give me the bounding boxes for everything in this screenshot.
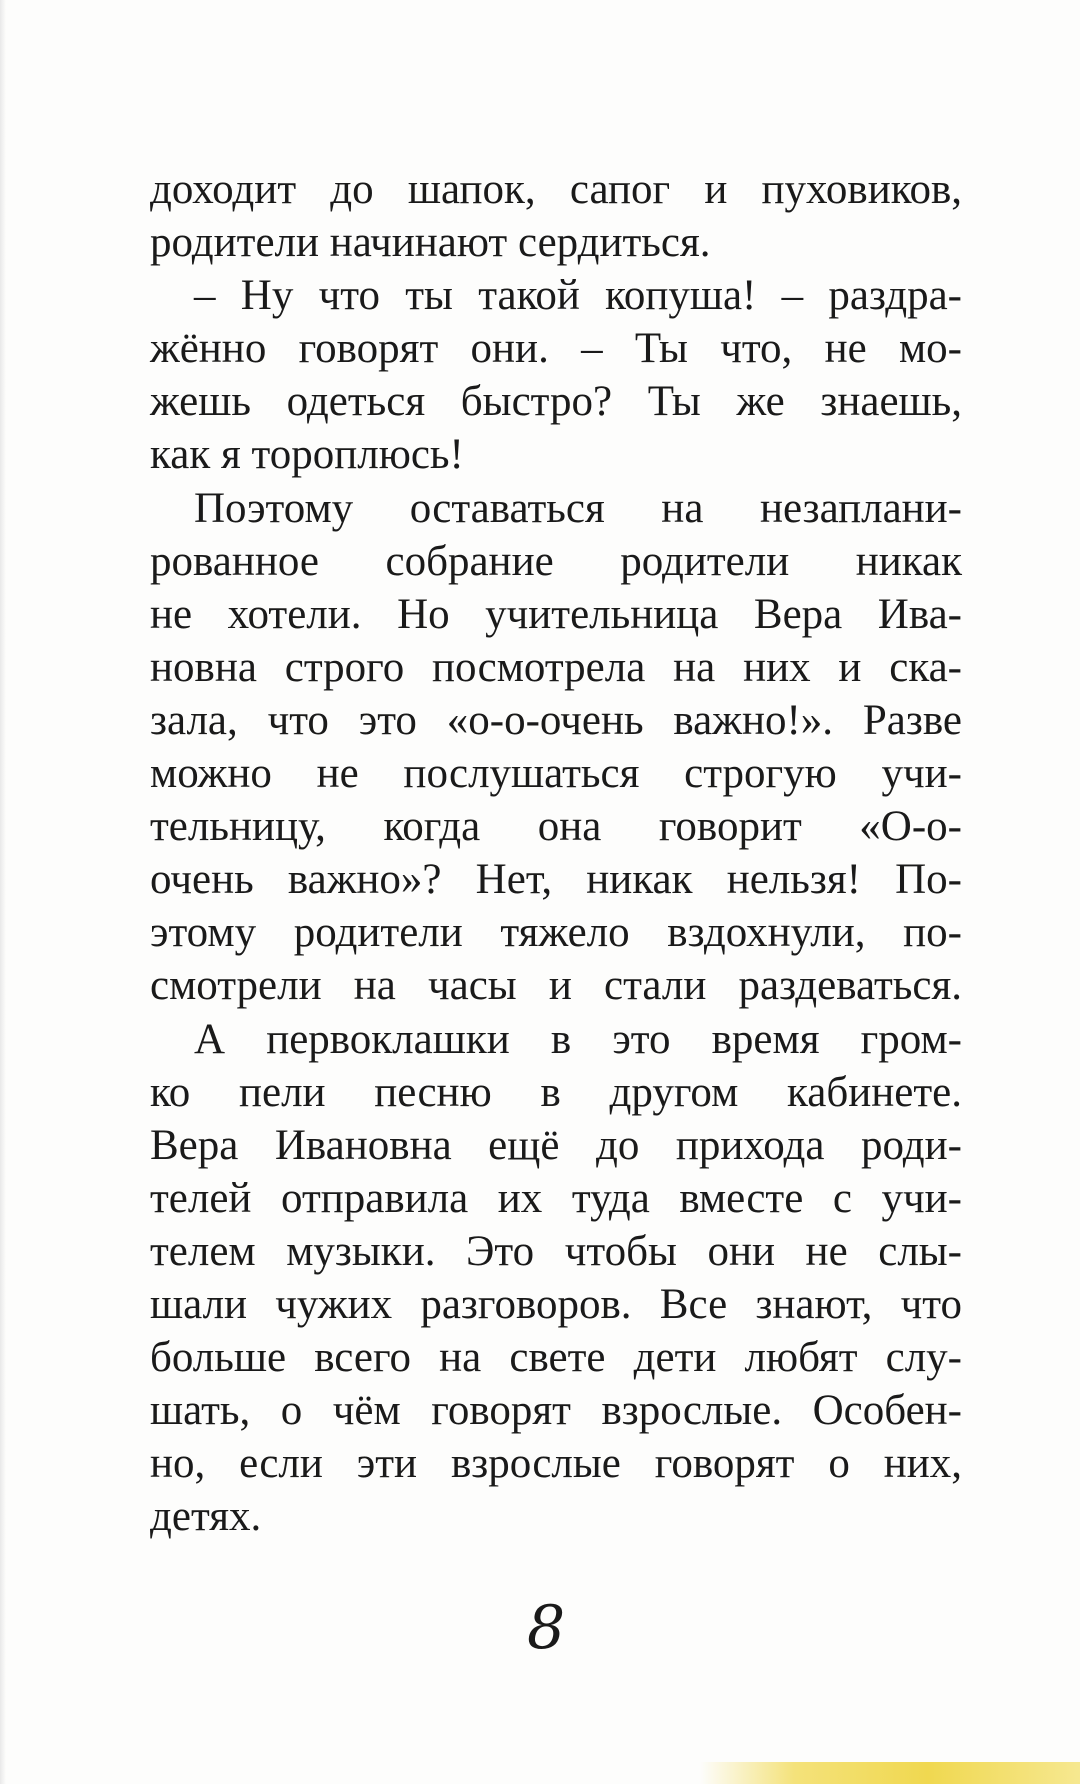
text-line: телем музыки. Это чтобы они не слы- [150, 1227, 962, 1275]
text-line: А первоклашки в это время гром- [194, 1015, 962, 1063]
body-text [150, 163, 962, 1543]
text-line: как я тороплюсь! [150, 431, 464, 479]
text-line: телей отправила их туда вместе с учи- [150, 1174, 962, 1222]
text-line: шали чужих разговоров. Все знают, что [150, 1280, 962, 1328]
text-line: новна строго посмотрела на них и ска- [150, 643, 962, 691]
text-line: родители начинают сердиться. [150, 219, 711, 267]
text-line: жённо говорят они. – Ты что, не мо- [150, 325, 962, 373]
text-line: больше всего на свете дети любят слу- [150, 1334, 962, 1382]
text-line: зала, что это «о-о-очень важно!». Разве [150, 696, 962, 744]
text-line: можно не послушаться строгую учи- [150, 750, 962, 798]
text-line: этому родители тяжело вздохнули, по- [150, 909, 962, 957]
text-line: рованное собрание родители никак [150, 537, 962, 585]
text-line: – Ну что ты такой копуша! – раздра- [194, 272, 962, 320]
text-line: очень важно»? Нет, никак нельзя! По- [150, 856, 962, 904]
text-line: но, если эти взрослые говорят о них, [150, 1440, 962, 1488]
text-line: Поэтому оставаться на незаплани- [194, 484, 962, 532]
text-line: жешь одеться быстро? Ты же знаешь, [150, 378, 962, 426]
text-line: детях. [150, 1493, 262, 1541]
text-line: доходит до шапок, сапог и пуховиков, [150, 166, 962, 213]
text-line: тельницу, когда она говорит «О-о- [150, 803, 962, 851]
text-line: не хотели. Но учительница Вера Ива- [150, 590, 962, 638]
text-line: Вера Ивановна ещё до прихода роди- [150, 1121, 962, 1169]
text-line: шать, о чём говорят взрослые. Особен- [150, 1387, 962, 1435]
text-line: смотрели на часы и стали раздеваться. [150, 962, 962, 1010]
text-line: ко пели песню в другом кабинете. [150, 1068, 962, 1116]
page-number: 8 [527, 1593, 566, 1663]
scan-edge [0, 0, 6, 1784]
next-page-edge [700, 1762, 1080, 1784]
